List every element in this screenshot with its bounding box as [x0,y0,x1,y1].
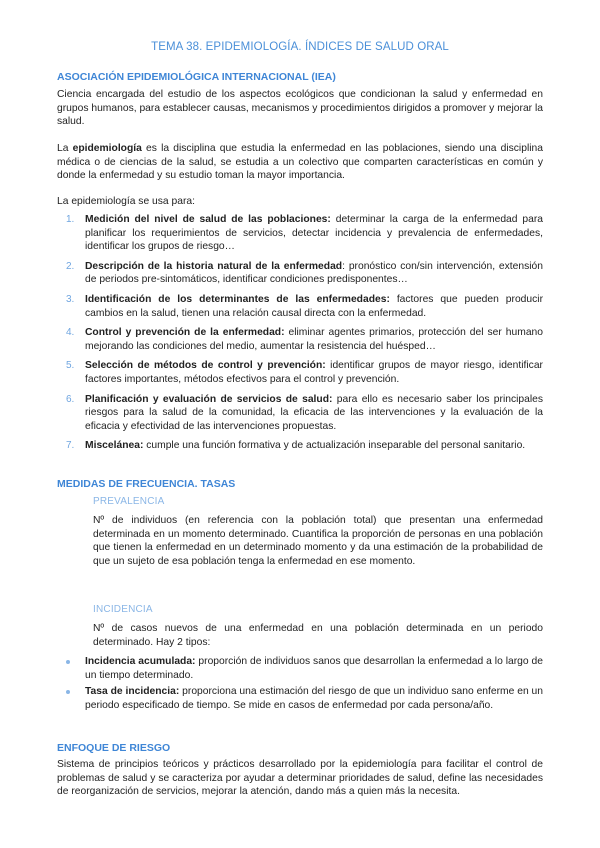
list-item [57,393,543,434]
list-item-title: Selección de métodos de control y prevención: [85,360,326,372]
list-item [57,293,543,320]
list-item-text: factores que pueden producir cambios en la salud, tienen una relación causal directa con la enfermedad. [85,293,544,319]
iea-paragraph: Ciencia encargada del estudio de los aspectos ecológicos que condicionan la salud y enfermedad en grupos humanos, para establecer causas, mecanismos y procedimientos dirigidos a promover y mejorar la salud. [57,89,543,128]
definition-paragraph [57,142,543,183]
list-item-title: Control y prevención de la enfermedad: [85,327,285,339]
list-item-title: Descripción de la historia natural de la enfermedad [85,260,343,272]
list-item-text: determinar la carga de la enfermedad para planificar los requerimientos de servicios, detectar incidencia y prevalencia de enfermedades, identificar los grupos de riesgo… [85,214,543,253]
bullet-item-title: Tasa de incidencia: [85,686,180,698]
uses-list [57,213,543,453]
list-number: 2. [66,260,75,272]
list-number: 5. [66,360,75,372]
uses-intro: La epidemiología se usa para: [57,196,195,207]
page-title: TEMA 38. EPIDEMIOLOGÍA. ÍNDICES DE SALUD ORAL [151,41,449,53]
bullet-item-text: proporciona una estimación del riesgo de que un individuo sano enferme en un periodo especificado de tiempo. Se mide en casos de enfermedad por cada persona/año. [85,686,544,711]
list-number: 3. [66,293,75,305]
risk-paragraph: Sistema de principios teóricos y prácticos desarrollado por la epidemiología para facilitar el control de problemas de salud y se caracteriza por ayudar a determinar prioridades de salud, define las necesidades de reorganización de servicios, mejorar la atención, dando más a quien más la necesita. [57,759,543,798]
list-item [57,260,543,287]
list-item-text: eliminar agentes primarios, protección del ser humano mejorando las condiciones del medio, aumentar la resistencia del huésped… [85,327,543,352]
definition-term: epidemiología [72,143,142,154]
list-item-title: Miscelánea: [85,440,144,452]
risk-heading: ENFOQUE DE RIESGO [57,742,171,754]
list-item-title: Medición del nivel de salud de las poblaciones: [85,214,331,225]
bullet-icon [66,690,70,694]
prevalencia-paragraph: Nº de individuos (en referencia con la población total) que presentan una enfermedad determinada en un momento determinado. Cuantifica la proporción de personas en una población que tienen la enfermedad en un determinado momento y da una estimación de la probabilidad de que un sujeto de esa población tenga la enfermedad en ese momento. [93,515,543,567]
frequency-heading: MEDIDAS DE FRECUENCIA. TASAS [57,478,236,490]
bullet-item-text: proporción de individuos sanos que desarrollan la enfermedad a lo largo de un tiempo determinado. [85,656,543,681]
bullet-item [57,655,543,682]
incidencia-paragraph: Nº de casos nuevos de una enfermedad en una población determinada en un periodo determinado. Hay 2 tipos: [93,623,543,648]
list-item-text: : pronóstico con/sin intervención, extensión de periodos pre-sintomáticos, identificar condiciones predisponentes… [85,260,544,286]
bullet-icon [66,660,70,664]
incidencia-heading: INCIDENCIA [93,604,153,615]
list-item-text: para ello es necesario saber los principales riesgos para la salud de la comunidad, la eficacia de las intervenciones y la evaluación de la eficacia y efectividad de las intervenciones propuestas. [85,393,544,432]
list-item [57,359,543,386]
list-item-text: cumple una función formativa y de actualización inseparable del personal sanitario. [143,440,526,452]
definition-post: es la disciplina que estudia la enfermedad en las poblaciones, siendo una disciplina médica o de ciencias de la salud, se estudia a un colectivo que comparten características en común y donde la enfermedad y su estudio toman la mayor importancia. [57,143,543,182]
incidencia-list [57,655,543,712]
list-item [57,213,543,254]
list-item-text: identificar grupos de mayor riesgo, identificar factores importantes, métodos efectivos para el control y prevención. [85,360,543,385]
definition-pre: La [57,143,73,154]
list-item-title: Identificación de los determinantes de las enfermedades: [85,293,390,305]
iea-heading: ASOCIACIÓN EPIDEMIOLÓGICA INTERNACIONAL (IEA) [57,71,336,83]
bullet-item [57,685,543,712]
list-item [57,439,543,453]
list-number: 1. [66,214,75,225]
list-number: 6. [66,393,75,405]
list-number: 7. [66,440,75,452]
prevalencia-heading: PREVALENCIA [93,496,165,507]
list-number: 4. [66,327,75,339]
bullet-item-title: Incidencia acumulada: [85,656,196,667]
list-item [57,326,543,353]
list-item-title: Planificación y evaluación de servicios de salud: [85,393,333,405]
